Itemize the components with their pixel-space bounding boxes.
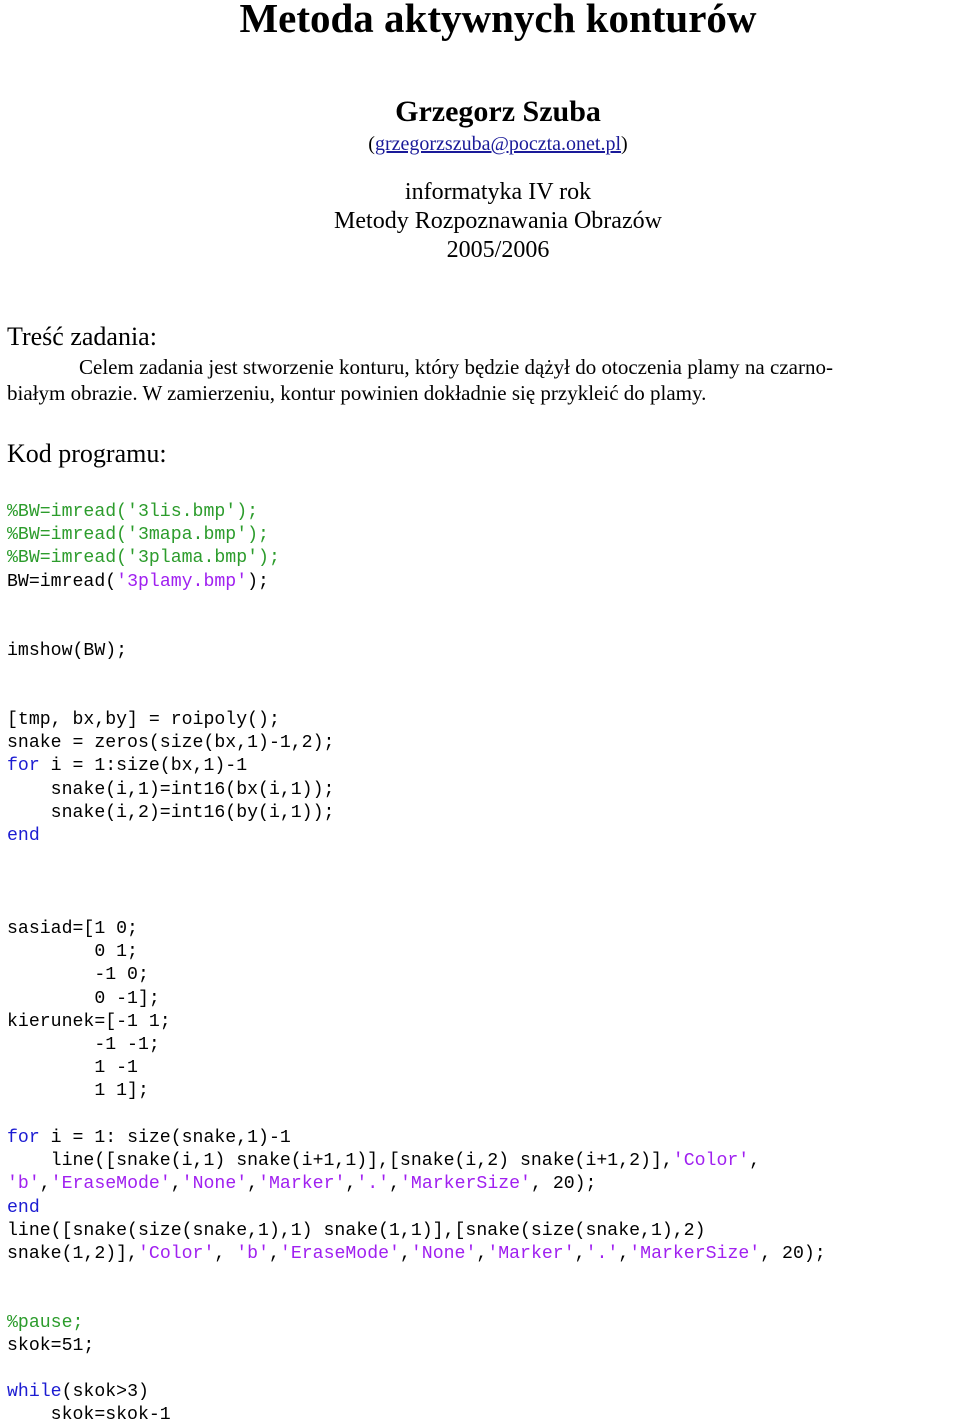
- code-token: ,: [574, 1244, 586, 1265]
- code-token: ,: [39, 1174, 51, 1195]
- code-string: 'Color': [137, 1244, 215, 1265]
- code-string: 'MarkerSize': [629, 1244, 761, 1265]
- code-line: [7, 755, 334, 778]
- code-line: snake = zeros(size(bx,1)-1,2);: [7, 733, 335, 754]
- code-token: ,: [389, 1174, 400, 1195]
- code-line: [7, 1243, 826, 1266]
- code-string: 'Color': [672, 1151, 750, 1172]
- code-block-matrices: [7, 918, 171, 1104]
- info-academic-year: 2005/2006: [446, 237, 550, 263]
- code-token: i = 1: size(snake,1)-1: [39, 1128, 291, 1148]
- code-line: [7, 1150, 826, 1173]
- task-line-1: Celem zadania jest stworzenie konturu, który będzie dążył do otoczenia plamy na czarno-: [79, 355, 833, 379]
- document-title: Metoda aktywnych konturów: [239, 0, 757, 41]
- code-string: 'EraseMode': [50, 1174, 171, 1195]
- code-block-roipoly: [7, 709, 334, 848]
- code-keyword: end: [7, 826, 40, 847]
- code-token: ,: [618, 1244, 630, 1265]
- code-line: sasiad=[1 0;: [7, 919, 138, 939]
- info-year-of-study: informatyka IV rok: [404, 179, 592, 205]
- code-token: ,: [476, 1244, 488, 1265]
- code-token: );: [247, 571, 269, 592]
- task-line-2: białym obrazie. W zamierzeniu, kontur powinien dokładnie się przykleić do plamy.: [7, 381, 707, 405]
- code-keyword: while: [7, 1382, 62, 1402]
- code-line: snake(i,1)=int16(bx(i,1));: [7, 779, 335, 800]
- code-line: imshow(BW);: [7, 641, 128, 661]
- author-email-line: [0, 131, 960, 157]
- code-token: , 20);: [530, 1174, 597, 1195]
- code-line: 0 1;: [7, 942, 138, 963]
- code-line: [tmp, bx,by] = roipoly();: [7, 710, 280, 730]
- author-name: Grzegorz Szuba: [395, 95, 601, 128]
- email-paren-close: ): [621, 133, 628, 155]
- code-line: [7, 1381, 171, 1404]
- code-line: [7, 571, 280, 594]
- code-block-imshow: [7, 640, 127, 663]
- code-line: -1 0;: [7, 965, 149, 986]
- code-token: line([snake(i,1) snake(i+1,1)],[snake(i,2) snake(i+1,2)],: [7, 1151, 673, 1172]
- code-string: 'MarkerSize': [400, 1174, 531, 1195]
- code-heading: Kod programu:: [7, 439, 167, 468]
- code-string: '3plamy.bmp': [116, 571, 248, 592]
- code-line: snake(i,2)=int16(by(i,1));: [7, 802, 335, 823]
- code-token: ,: [399, 1244, 411, 1265]
- code-line: kierunek=[-1 1;: [7, 1011, 171, 1032]
- code-block-step: [7, 1312, 94, 1358]
- code-token: ,: [214, 1244, 237, 1265]
- author-email-link[interactable]: grzegorzszuba@poczta.onet.pl: [374, 133, 622, 155]
- code-block-imread: [7, 501, 280, 594]
- code-line: -1 -1;: [7, 1035, 160, 1056]
- code-token: , 20);: [760, 1244, 826, 1265]
- code-token: ,: [345, 1174, 357, 1195]
- code-token: ,: [268, 1244, 280, 1265]
- info-course-name: Metody Rozpoznawania Obrazów: [334, 208, 662, 234]
- code-line: [7, 1173, 826, 1196]
- code-string: 'b': [7, 1174, 40, 1195]
- code-line: [7, 1127, 826, 1150]
- code-token: BW=imread(: [7, 571, 117, 592]
- code-string: 'EraseMode': [279, 1244, 400, 1265]
- code-string: 'Marker': [487, 1244, 575, 1265]
- code-string: 'None': [181, 1174, 248, 1195]
- code-token: ,: [749, 1151, 761, 1172]
- code-token: ,: [170, 1174, 182, 1195]
- code-block-while: [7, 1381, 171, 1427]
- code-line: 1 -1: [7, 1058, 138, 1079]
- code-line: %BW=imread('3plama.bmp');: [7, 548, 280, 569]
- code-string: 'Marker': [258, 1174, 346, 1195]
- code-line: 1 1];: [7, 1081, 149, 1102]
- code-line: %BW=imread('3lis.bmp');: [7, 502, 259, 522]
- code-string: 'None': [410, 1244, 477, 1265]
- code-token: snake(1,2)],: [7, 1244, 138, 1265]
- course-info: [0, 178, 960, 265]
- code-keyword: for: [7, 1128, 40, 1148]
- code-token: i = 1:size(bx,1)-1: [39, 756, 248, 777]
- code-line: %BW=imread('3mapa.bmp');: [7, 525, 269, 546]
- code-keyword: end: [7, 1197, 40, 1218]
- task-heading: Treść zadania:: [7, 322, 157, 351]
- task-description: [7, 354, 955, 406]
- code-line: 0 -1];: [7, 988, 160, 1009]
- code-string: '.': [356, 1174, 390, 1195]
- code-line: skok=51;: [7, 1336, 95, 1357]
- code-keyword: for: [7, 756, 40, 777]
- code-string: 'b': [236, 1244, 269, 1265]
- code-line: skok=skok-1: [7, 1405, 171, 1426]
- code-token: ,: [247, 1174, 259, 1195]
- code-token: (skok>3): [61, 1382, 149, 1402]
- code-string: '.': [585, 1244, 619, 1265]
- code-comment: %pause;: [7, 1313, 84, 1333]
- email-paren-open: (: [368, 133, 375, 155]
- code-block-draw-lines: [7, 1127, 826, 1266]
- code-line: line([snake(size(snake,1),1) snake(1,1)],[snake(size(snake,1),2): [7, 1220, 706, 1241]
